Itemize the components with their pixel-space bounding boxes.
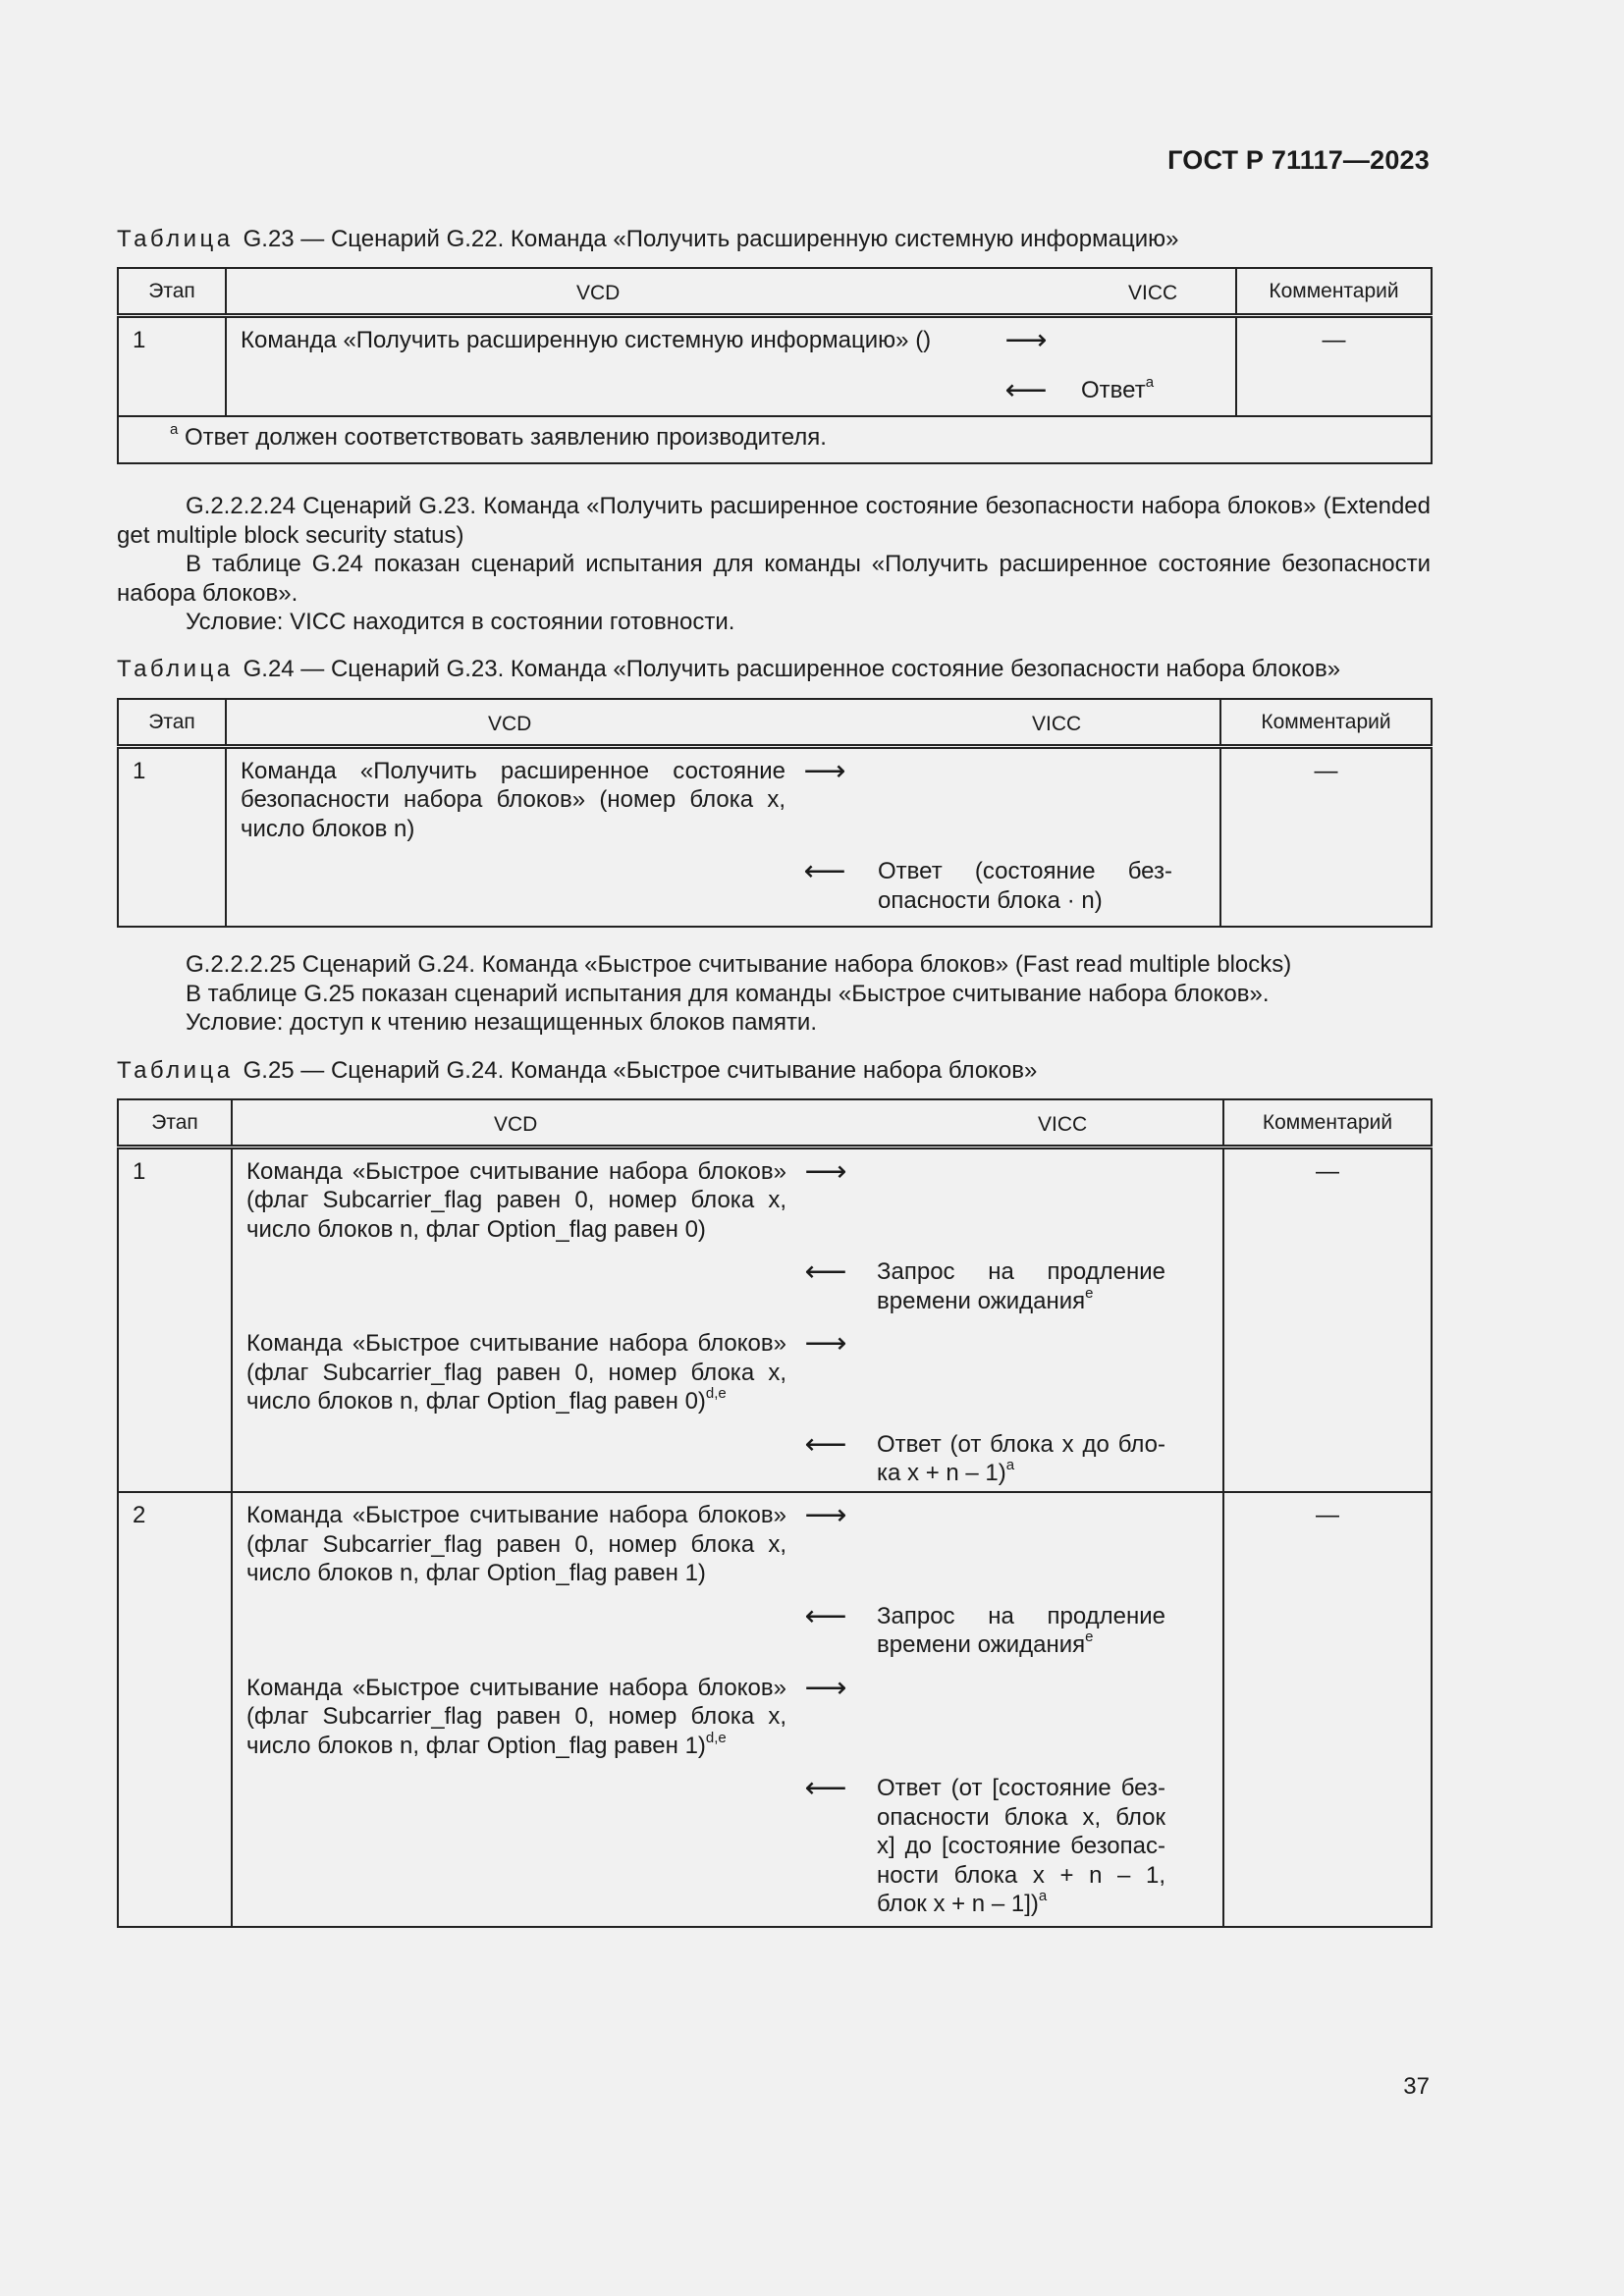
table-row [118, 746, 1432, 927]
section-g24-text [117, 492, 1431, 637]
header-comment: Комментарий [1220, 699, 1432, 746]
exchange-cell [232, 1147, 1223, 1492]
table-g23 [117, 267, 1433, 464]
table-g25 [117, 1098, 1433, 1928]
stage-number: 2 [118, 1492, 232, 1927]
exchange-response [246, 1774, 1209, 1919]
exchange-cell [226, 746, 1220, 927]
standard-designation: ГОСТ Р 71117—2023 [1167, 145, 1430, 175]
caption-text: G.25 — Сценарий G.24. Команда «Быстрое считывание набора блоков» [243, 1057, 1038, 1084]
arrow-left-icon: ⟵ [804, 1255, 847, 1288]
footnote-mark: а [170, 421, 179, 438]
vicc-response: Ответ$^а$ [1081, 374, 1155, 403]
exchange-request [246, 1329, 1209, 1416]
comment-cell: — [1220, 746, 1432, 927]
header-vcd: VCD [576, 282, 621, 304]
exchange-request [246, 1154, 1209, 1245]
header-stage: Этап [118, 268, 226, 315]
arrow-right-icon: ⟶ [803, 754, 846, 787]
footnote-ref: a [1038, 1888, 1048, 1904]
caption-table-word: Таблица [117, 656, 234, 682]
footnote-ref: d,e [705, 1385, 727, 1402]
footnote-ref: a [1005, 1457, 1015, 1473]
stage-number: 1 [118, 746, 226, 927]
arrow-right-icon: ⟶ [804, 1499, 847, 1531]
exchange-request [241, 754, 1206, 844]
arrow-right-icon: ⟶ [804, 1154, 847, 1188]
arrow-right-icon: ⟶ [1004, 323, 1048, 356]
exchange-request [241, 323, 1221, 356]
exchange-cell [226, 315, 1236, 416]
section-heading: G.2.2.2.25 Сценарий G.24. Команда «Быстрое считывание набора блоков» (Fast read multiple blocks) [186, 951, 1292, 978]
arrow-left-icon: ⟵ [803, 855, 846, 887]
footnote-ref: e [1085, 1284, 1094, 1302]
vcd-command: Команда «Быстрое считывание набора блоков» (флаг Subcarrier_flag равен 0, номер блока x, число блоков n, флаг Option_flag равен 0) [246, 1157, 786, 1243]
section-paragraph: В таблице G.25 показан сценарий испытания для команды «Быстрое считывание набора блоков». [186, 980, 1270, 1007]
header-vicc: VICC [1038, 1113, 1088, 1136]
header-vcd: VCD [488, 713, 532, 735]
table-header-row [118, 268, 1432, 315]
arrow-left-icon: ⟵ [1004, 374, 1048, 406]
exchange-response [246, 1427, 1209, 1488]
arrow-left-icon: ⟵ [804, 1427, 847, 1461]
table-row [118, 1147, 1432, 1492]
section-condition: Условие: VICC находится в состоянии готовности. [186, 609, 735, 635]
header-stage: Этап [118, 1099, 232, 1147]
caption-table-word: Таблица [117, 1057, 234, 1084]
exchange-response [241, 376, 1221, 405]
page-number: 37 [1403, 2073, 1430, 2100]
arrow-right-icon: ⟶ [804, 1671, 847, 1704]
header-vcd-vicc [226, 699, 1220, 746]
footnote-ref: а [1145, 374, 1155, 391]
footnote-ref: e [1085, 1629, 1094, 1645]
vicc-response: Ответ (состояние без-опасности блока · n) [878, 858, 1172, 914]
vcd-command: Команда «Получить расширенную системную информацию» () [241, 326, 932, 353]
exchange-cell [232, 1492, 1223, 1927]
footnote-ref: d,e [705, 1729, 727, 1746]
vcd-command: Команда «Быстрое считывание набора блоков» (флаг Subcarrier_flag равен 0, номер блока x, число блоков n, флаг Option_flag равен 1)$^{d,e}$ [246, 1674, 786, 1759]
header-vcd-vicc [232, 1099, 1223, 1147]
header-stage: Этап [118, 699, 226, 746]
table-g23-caption [117, 226, 1433, 253]
vicc-response: Запрос на продление времени ожидания$^e$ [877, 1602, 1165, 1658]
header-vicc: VICC [1128, 282, 1178, 304]
header-comment: Комментарий [1236, 268, 1432, 315]
exchange-response [246, 1257, 1209, 1315]
table-g25-caption [117, 1057, 1433, 1085]
comment-cell: — [1223, 1492, 1432, 1927]
exchange-response [246, 1599, 1209, 1660]
section-condition: Условие: доступ к чтению незащищенных блоков памяти. [186, 1009, 818, 1036]
section-paragraph: В таблице G.24 показан сценарий испытания для команды «Получить расширенное состояние безопасности набора блоков». [117, 551, 1431, 607]
table-row [118, 315, 1432, 416]
arrow-right-icon: ⟶ [804, 1327, 847, 1360]
section-heading: G.2.2.2.24 Сценарий G.23. Команда «Получить расширенное состояние безопасности набора блоков» (Extended get multiple block security status) [117, 493, 1431, 549]
table-g24 [117, 698, 1433, 928]
comment-cell: — [1236, 315, 1432, 416]
vcd-command: Команда «Быстрое считывание набора блоков» (флаг Subcarrier_flag равен 0, номер блока x, число блоков n, флаг Option_flag равен 0)$^{d,e}$ [246, 1330, 786, 1415]
table-g24-caption [117, 656, 1433, 683]
table-footnote-row [118, 416, 1432, 463]
header-vcd-vicc [226, 268, 1236, 315]
vcd-command: Команда «Получить расширенное состояние безопасности набора блоков» (номер блока x, число блоков n) [241, 757, 785, 842]
stage-number: 1 [118, 315, 226, 416]
table-row [118, 1492, 1432, 1927]
comment-cell: — [1223, 1147, 1432, 1492]
section-g25-text [117, 950, 1431, 1038]
header-comment: Комментарий [1223, 1099, 1432, 1147]
stage-number: 1 [118, 1147, 232, 1492]
vicc-response: Ответ (от [состояние без-опасности блока x, блок x] до [состояние безопас-ности блока x + n – 1, блок x + n – 1])$^a$ [877, 1775, 1165, 1917]
arrow-left-icon: ⟵ [804, 1772, 847, 1804]
exchange-request [246, 1501, 1209, 1588]
arrow-left-icon: ⟵ [804, 1599, 847, 1632]
caption-text: G.23 — Сценарий G.22. Команда «Получить расширенную системную информацию» [243, 226, 1179, 252]
header-vcd: VCD [494, 1113, 538, 1136]
caption-text: G.24 — Сценарий G.23. Команда «Получить расширенное состояние безопасности набора блоков» [243, 656, 1341, 682]
table-header-row [118, 699, 1432, 746]
header-vicc: VICC [1032, 713, 1082, 735]
exchange-response [241, 857, 1206, 915]
table-header-row [118, 1099, 1432, 1147]
table-footnote: $^а$ Ответ должен соответствовать заявлению производителя. [118, 416, 1432, 463]
vcd-command: Команда «Быстрое считывание набора блоков» (флаг Subcarrier_flag равен 0, номер блока x, число блоков n, флаг Option_flag равен 1) [246, 1502, 786, 1586]
vicc-response: Запрос на продление времени ожидания$^e$ [877, 1258, 1165, 1314]
vicc-response: Ответ (от блока x до бло-ка x + n – 1)$^a$ [877, 1430, 1165, 1486]
caption-table-word: Таблица [117, 226, 234, 252]
exchange-request [246, 1671, 1209, 1761]
